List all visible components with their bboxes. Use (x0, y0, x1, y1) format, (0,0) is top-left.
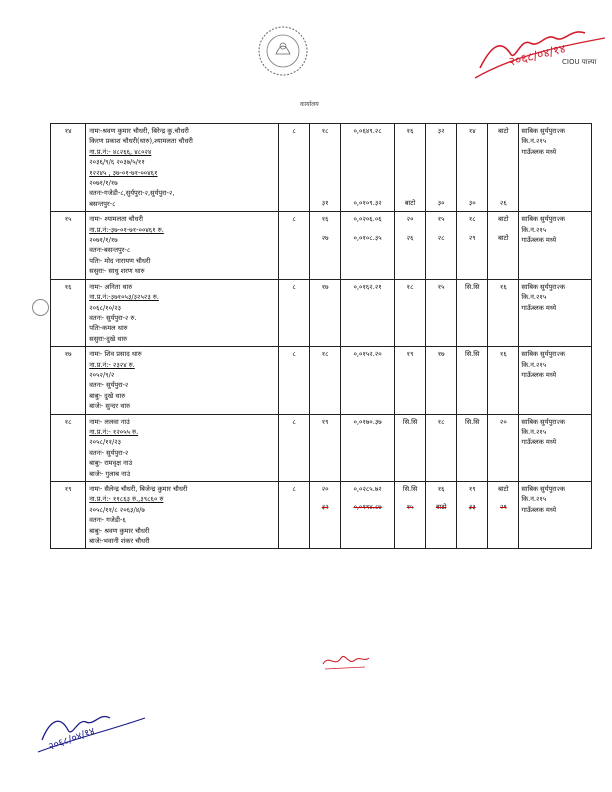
owner-line: वतनः- सुर्यपुरा-२ रु. (89, 313, 137, 322)
serial-number: १९ (51, 482, 86, 549)
boundary-c: सि.सि (457, 279, 488, 346)
ward-number: ८ (279, 212, 310, 279)
owner-line: नामः- श्यामलता चौधरी (89, 215, 144, 224)
owner-line: २०७१/१/१७ (89, 179, 118, 188)
ward-number: ८ (279, 414, 310, 481)
plot-area: ०,०२०६.०६ ०,०१०८.३५ (341, 212, 395, 279)
correction-initials (321, 650, 371, 672)
owner-details (86, 212, 279, 279)
boundary-a: १६ बाटो (395, 124, 426, 212)
owner-line: ना.प्र.नं:- ११८६३ रु.,३९८६० रु (89, 495, 164, 504)
ward-number: ८ (279, 279, 310, 346)
boundary-c: १४ ३० (457, 124, 488, 212)
serial-number: १५ (51, 212, 86, 279)
boundary-d: १६ (488, 347, 519, 414)
plot-area: ०,०६४९.२८ ०,०१०९.३२ (341, 124, 395, 212)
owner-line: पतिः-कमल थारु (89, 324, 128, 333)
owner-line: २०६८/१०/२३ (89, 303, 122, 312)
boundary-c: सि.सि (457, 347, 488, 414)
boundary-b: १७ (426, 347, 457, 414)
table-row (51, 482, 592, 549)
owner-line: २०५२/९/२ (89, 370, 115, 379)
remark: साबिक सुर्यपुरा२क कि.न.२१५ गाऊँब्लक मध्ये (519, 482, 592, 549)
owner-line: किरण प्रकाश चौधरी(थारु),श्यामलता चौधरी (89, 137, 193, 146)
boundary-a: १८ (395, 279, 426, 346)
punch-hole (32, 299, 49, 316)
remark: साबिक सुर्यपुरा२क कि.न.२१५ गाऊँब्लक मध्ये (519, 212, 592, 279)
plot-area: ०,०१७०.३७ (341, 414, 395, 481)
owner-line: वतनः- गजेडी-६ (89, 516, 126, 525)
red-signature (470, 8, 610, 88)
owner-details (86, 347, 279, 414)
owner-line: नामः-श्रवण कुमार चौधरी, बिरेन्द्र कु.चौधरी (89, 127, 189, 135)
owner-line: नामः- अनिता थारु (89, 282, 133, 291)
remark: साबिक सुर्यपुरा२क कि.न.२१५ गाऊँब्लक मध्ये (519, 124, 592, 212)
ward-number: ८ (279, 482, 310, 549)
kitta-number: १८ ३१ (310, 124, 341, 212)
owner-line: ना.प्र.नं:- १२०५५ रु. (89, 427, 139, 436)
owner-details (86, 124, 279, 212)
owner-details (86, 482, 279, 549)
serial-number: १७ (51, 347, 86, 414)
owner-line: वतनः-गजेडी-८,सुर्यपुरा-२,सुर्यपुरा-२, (89, 189, 175, 198)
owner-line: वतनः- सुर्यपुरा-२ (89, 381, 129, 390)
owner-line: ना.प्र.नं:-३७-०१-७१-००४६१ रु. (89, 225, 164, 234)
boundary-c: १९ ३३ (457, 482, 488, 549)
remark: साबिक सुर्यपुरा२क कि.न.२१५ गाऊँब्लक मध्ये (519, 279, 592, 346)
boundary-b: १८ (426, 414, 457, 481)
table-row (51, 124, 592, 212)
owner-line: २०७१/१/१७ (89, 236, 118, 245)
owner-line: ससुराः-दुखे थारु (89, 334, 128, 343)
owner-line: बसन्तपुर-८ (89, 199, 116, 208)
bottom-signature (30, 700, 150, 760)
corner-mark: CIOU पाल्पा (562, 58, 597, 66)
owner-line: २०३६/९/६ २०३७/५/११ (89, 158, 145, 167)
table-row (51, 212, 592, 279)
stamp-caption: कार्यालय (300, 101, 319, 108)
boundary-d: १६ (488, 279, 519, 346)
owner-line: २०५८/११/२३ (89, 438, 122, 447)
owner-line: बाजेः- सुन्दर थारु (89, 402, 131, 411)
remark: साबिक सुर्यपुरा२क कि.न.२१५ गाऊँब्लक मध्ये (519, 347, 592, 414)
red-signature-date: २०६८/०४/१४ (507, 41, 568, 69)
boundary-a: २० २६ (395, 212, 426, 279)
office-seal-stamp (256, 24, 310, 78)
owner-line: वतनः- सुर्यपुरा-२ (89, 448, 129, 457)
ward-number: ८ (279, 124, 310, 212)
plot-area: ०,०१६२.२१ (341, 279, 395, 346)
kitta-number: १८ (310, 347, 341, 414)
remark: साबिक सुर्यपुरा२क कि.न.२१५ गाऊँब्लक मध्ये (519, 414, 592, 481)
table-row (51, 279, 592, 346)
land-ownership-table (50, 123, 592, 549)
boundary-b: १५ (426, 279, 457, 346)
boundary-b: १६ बाटो (426, 482, 457, 549)
table-row (51, 347, 592, 414)
owner-line: बाबुः- रामवृक्ष नाउं (89, 459, 133, 468)
table-row (51, 414, 592, 481)
plot-area: ०,०१५२.२० (341, 347, 395, 414)
owner-line: बाबुः- दुखे थारु (89, 391, 126, 400)
kitta-number: २० ३२ (310, 482, 341, 549)
boundary-d: बाटो बाटो (488, 212, 519, 279)
boundary-d: बाटो २६ (488, 124, 519, 212)
owner-line: ना.प्र.नं:- ४८२६६, ४८०२४ (89, 147, 152, 156)
ward-number: ८ (279, 347, 310, 414)
owner-line: बाबुः- श्रवण कुमार चौधरी (89, 526, 150, 535)
boundary-a: सि.सि १५ (395, 482, 426, 549)
boundary-b: १५ २८ (426, 212, 457, 279)
owner-line: बाजेः-भवानी शंकर चौधरी (89, 537, 150, 546)
owner-line: ससुराः- साधु शरण थारु (89, 267, 145, 276)
owner-line: बाजेः- गुलाब नाउं (89, 469, 131, 478)
boundary-d: २० (488, 414, 519, 481)
plot-area: ०,०२८५.७२ ०,०१९४.८७ (341, 482, 395, 549)
kitta-number: १७ (310, 279, 341, 346)
owner-line: १२२४५ , ३७-०१-७१-००४६१ (89, 168, 158, 177)
boundary-d: बाटो २९ (488, 482, 519, 549)
owner-line: वतनः-बसन्तपुर-८ (89, 246, 131, 255)
table-body (51, 124, 592, 549)
owner-line: २०५८/११/८ २०६३/४/७ (89, 505, 145, 514)
boundary-c: सि.सि (457, 414, 488, 481)
kitta-number: १६ २७ (310, 212, 341, 279)
serial-number: १८ (51, 414, 86, 481)
boundary-c: १८ २९ (457, 212, 488, 279)
owner-details (86, 414, 279, 481)
owner-line: नामः- सैलेन्द्र चौधरी, बिजेन्द्र कुमार चौधरी (89, 485, 188, 493)
owner-line: ना.प्र.नं:-३७१०५३/३२५२३ रु. (89, 293, 159, 302)
owner-line: नामः- शिव प्रसाद थारु (89, 350, 142, 359)
serial-number: १४ (51, 124, 86, 212)
owner-line: पतिः- मोद नारायण चौधरी (89, 256, 151, 265)
boundary-a: १९ (395, 347, 426, 414)
kitta-number: १९ (310, 414, 341, 481)
serial-number: १६ (51, 279, 86, 346)
boundary-b: ३२ ३० (426, 124, 457, 212)
owner-line: ना.प्र.नं:- २३२४ रु. (89, 360, 135, 369)
owner-line: नामः- ललवा नाउं (89, 417, 130, 426)
bottom-signature-date: २०६८/०४/१४ (47, 725, 97, 753)
owner-details (86, 279, 279, 346)
boundary-a: सि.सि (395, 414, 426, 481)
